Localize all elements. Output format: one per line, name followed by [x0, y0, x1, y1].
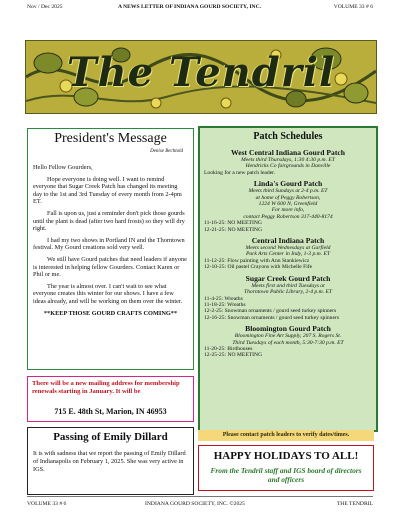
schedule-date: 11-18-25: Wreaths: [204, 301, 246, 308]
mailing-address-notice: [27, 376, 194, 422]
schedule-line: Meets third Thursdays, 1:30 4:30 p.m. ET: [241, 157, 335, 163]
schedule-line: Looking for a new patch leader.: [204, 169, 276, 176]
president-author: Denise Bechtold: [150, 149, 183, 154]
greeting: Hello Fellow Gourders,: [33, 164, 93, 171]
schedule-line: Bloomington Fine Art Supply, 207 S. Rogers St.: [234, 333, 342, 340]
schedule-date: 12-2-25: Snowman ornaments / gourd seed turkey spinners: [204, 308, 337, 315]
publisher-line: A NEWS LETTER OF INDIANA GOURD SOCIETY, INC.: [118, 4, 262, 10]
schedule-line: Hendricks Co fairgrounds in Danville: [245, 163, 331, 170]
footer-name: THE TENDRIL: [336, 501, 373, 507]
schedule-date: 12-25-25: NO MEETING: [204, 352, 263, 359]
patch-schedules-title: Patch Schedules: [253, 131, 323, 142]
holiday-greeting-box: [198, 445, 374, 491]
patch-name-linda: Linda's Gourd Patch: [253, 179, 323, 189]
schedule-date: 11-16-25: NO MEETING: [204, 220, 262, 227]
schedule-line: Meets first and third Tuesdays at: [251, 282, 325, 289]
holiday-greeting-subtitle: From the Tendril staff and IGS board of directors and officers: [210, 466, 362, 484]
president-message-title: President's Message: [54, 131, 167, 146]
holiday-greeting-title: HAPPY HOLIDAYS TO ALL!: [213, 450, 359, 462]
schedule-date: 12-21-25: NO MEETING: [204, 226, 263, 233]
patch-name-sugar-creek: Sugar Creek Gourd Patch: [245, 273, 331, 283]
schedule-line: Third Tuesdays of each month, 5:30-7:30 p.m. ET: [232, 339, 344, 346]
paragraph-2: Fall is upon us, just a reminder don't pick those gourds until the plant is dead (after two hard frosts) so they will dry right.: [33, 209, 185, 233]
keep-crafting-line: **KEEP THOSE GOURD CRAFTS COMING**: [43, 309, 178, 317]
paragraph-4: We still have Gourd patches that need leaders if anyone is interested in helping fellow Gourders. Contact Karen or Phil or me.: [33, 255, 187, 279]
new-mailing-address: 715 E. 48th St, Marion, IN 46953: [54, 407, 167, 416]
schedule-line: Meets second Wednesdays at Garfield: [245, 245, 331, 252]
patch-name-bloomington: Bloomington Gourd Patch: [245, 324, 331, 334]
volume-number: VOLUME 33 # 6: [333, 4, 373, 10]
obituary-text: It is with sadness that we report the passing of Emily Dillard of Indianapolis on February 1, 2025. She was very active in IGS.: [33, 450, 186, 473]
schedule-line: Meets third Sundays at 2-4 p.m. ET: [248, 188, 328, 195]
issue-date: Nov / Dec 2025: [27, 4, 63, 10]
schedule-line: at home of Peggy Robertson,: [255, 194, 321, 201]
obituary-title: Passing of Emily Dillard: [53, 431, 168, 443]
schedule-line: For more info,: [271, 207, 305, 214]
paragraph-5: The year is almost over. I can't wait to see what everyone creates this winter for our shows. I have a few ideas already, and will be working on them over the winter.: [33, 282, 183, 305]
footer-rule: [27, 496, 373, 497]
patch-name-west-central: West Central Indiana Gourd Patch: [231, 148, 345, 157]
schedule-line: 1224 W 600 N, Greenfield: [258, 201, 318, 208]
notice-text: There will be a new mailing address for membership renewals starting in January. It will be: [32, 380, 180, 395]
schedule-line: Park Arts Center in Indy, 1-3 p.m. ET: [245, 251, 331, 258]
masthead-banner: [25, 40, 377, 114]
paragraph-3: I had my two shows in Portland IN and the Thorntown festival. My Gourd creations sold very well.: [33, 236, 185, 252]
paragraph-1: Hope everyone is doing well. I want to remind everyone that Sugar Creek Patch has changed its meeting day to the 1st and 3rd Tuesday of every month from 2-4pm ET.: [33, 175, 182, 206]
schedule-line: Thorntown Public Library, 2-4 p.m. ET: [244, 289, 332, 296]
obituary-box: [27, 427, 194, 495]
page-header: [0, 0, 400, 14]
page-footer: [0, 499, 400, 513]
patch-schedules-box: [198, 126, 378, 432]
masthead-title: The Tendril: [66, 49, 336, 96]
footer-org: INDIANA GOURD SOCIETY, INC. ©2025: [145, 501, 245, 507]
schedule-date: 11-4-25: Wreaths: [204, 295, 243, 302]
contact-leaders-note: Please contact patch leaders to verify dates/times.: [198, 430, 374, 441]
patch-name-central: Central Indiana Patch: [251, 236, 325, 246]
schedule-line: contact Peggy Robertson 317-440-8174: [243, 213, 333, 220]
schedule-date: 12-16-25: Snowman ornaments / gourd seed turkey spinners: [204, 314, 340, 321]
president-message-box: [27, 128, 194, 370]
schedule-date: 11-20-25: Birdhouses: [204, 345, 253, 352]
schedule-date: 12-10-25: Oil pastel Crayons with Michelle Fife: [204, 264, 313, 271]
president-message-body: [33, 164, 188, 317]
schedule-date: 11-12-25: Flow painting with Ann Stankiewicz: [204, 257, 310, 264]
footer-volume: VOLUME 33 # 6: [27, 501, 67, 507]
